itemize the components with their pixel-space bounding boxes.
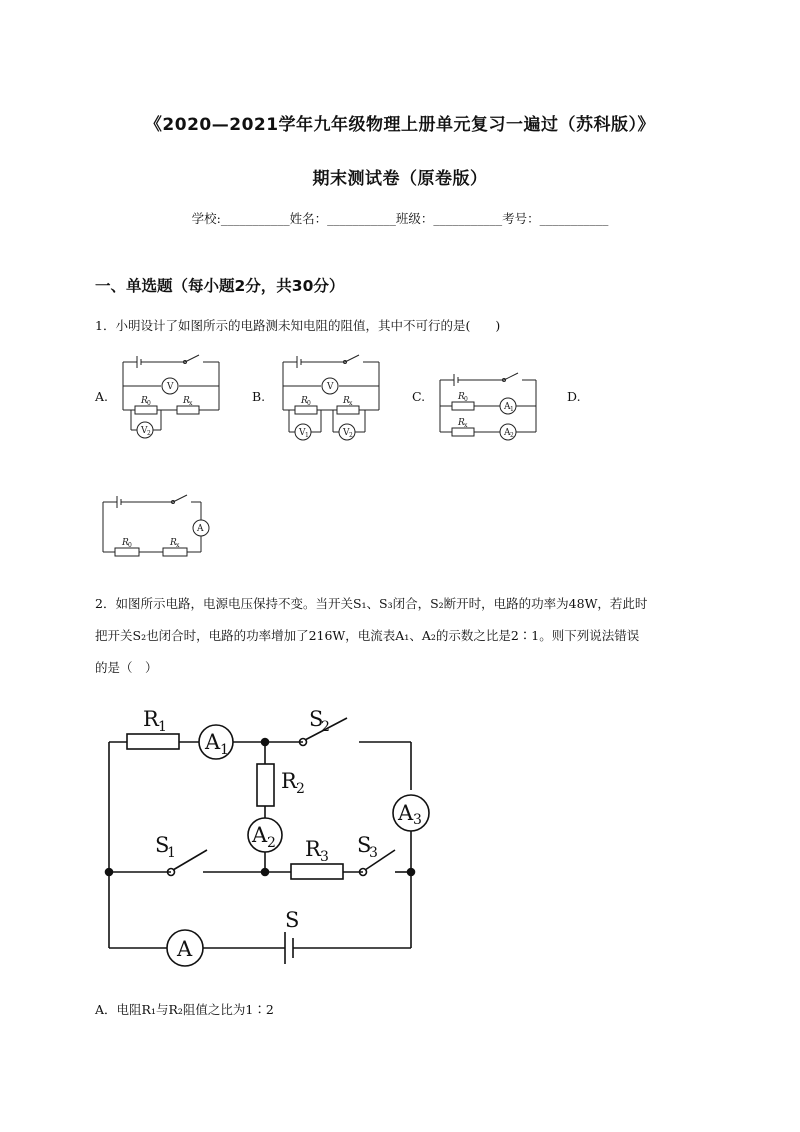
label-v: V (327, 382, 334, 392)
label-a1: A (504, 402, 511, 412)
label-rx-sub: x (349, 400, 353, 407)
label-r0: R (141, 396, 148, 406)
label-s2: S (309, 707, 324, 731)
circuit-option-c (432, 368, 547, 448)
label-v2-sub: 2 (349, 432, 353, 439)
circuit-option-d (95, 490, 220, 562)
label-a: A (177, 937, 193, 961)
label-a1: A (205, 730, 221, 754)
label-a: A (197, 524, 204, 534)
label-a1-sub: 1 (220, 742, 229, 758)
label-a2-sub: 2 (510, 432, 514, 439)
question-2-line3: 的是（ ） (95, 660, 158, 675)
label-s: S (285, 908, 300, 932)
label-r3-sub: 3 (320, 849, 329, 865)
label-r0-sub: 0 (128, 542, 132, 549)
label-r2-sub: 2 (296, 781, 305, 797)
label-rx-sub: x (176, 542, 180, 549)
circuit-option-a (115, 350, 230, 445)
label-a2-sub: 2 (267, 835, 276, 851)
label-rx: R (183, 396, 190, 406)
student-info-line: 学校:___________姓名：___________班级：___________考号：___________ (191, 211, 609, 226)
label-v1: V (299, 428, 306, 438)
label-v2: V (141, 426, 148, 436)
circuit-question-2 (95, 700, 435, 980)
label-s1: S (155, 833, 170, 857)
question-2-line1: 2．如图所示电路，电源电压保持不变。当开关S₁、S₃闭合，S₂断开时，电路的功率为48W，若此时 (95, 596, 648, 611)
label-v1-sub: 1 (305, 432, 309, 439)
label-r3: R (305, 837, 321, 861)
label-s1-sub: 1 (167, 845, 176, 861)
label-r0-sub: 0 (147, 400, 151, 407)
question-2-option-a: A．电阻R₁与R₂阻值之比为1∶2 (95, 1002, 274, 1017)
label-r0-sub: 0 (464, 396, 468, 403)
label-a2: A (504, 428, 511, 438)
label-r0: R (301, 396, 308, 406)
question-2-line2: 把开关S₂也闭合时，电路的功率增加了216W，电流表A₁、A₂的示数之比是2∶1。则下列说法错误 (95, 628, 640, 643)
label-v2: V (343, 428, 350, 438)
label-s3-sub: 3 (369, 845, 378, 861)
label-r1-sub: 1 (158, 719, 167, 735)
label-r1: R (143, 707, 159, 731)
document-title-line2: 期末测试卷（原卷版） (312, 169, 488, 189)
label-rx: R (343, 396, 350, 406)
label-r0-sub: 0 (307, 400, 311, 407)
label-s2-sub: 2 (321, 719, 330, 735)
document-title-line1: 《2020—2021学年九年级物理上册单元复习一遍过（苏科版）》 (144, 115, 656, 135)
label-s3: S (357, 833, 372, 857)
option-d-label: D. (567, 389, 581, 404)
label-r2: R (281, 769, 297, 793)
option-a-label: A. (95, 389, 109, 404)
label-r0: R (458, 392, 465, 402)
section-title: 一、单选题（每小题2分，共30分） (95, 277, 345, 295)
label-r0: R (122, 538, 129, 548)
label-rx: R (170, 538, 177, 548)
option-c-label: C. (412, 389, 426, 404)
option-b-label: B. (252, 389, 266, 404)
label-v2-sub: 2 (147, 430, 151, 437)
label-rx-sub: x (189, 400, 193, 407)
label-a2: A (252, 823, 268, 847)
label-a1-sub: 1 (510, 406, 514, 413)
label-a3-sub: 3 (413, 812, 422, 828)
label-rx: R (458, 418, 465, 428)
question-2-text (95, 591, 707, 680)
label-v: V (167, 382, 174, 392)
question-1-text: 1．小明设计了如图所示的电路测未知电阻的阻值，其中不可行的是( ) (95, 318, 501, 333)
circuit-option-b (275, 350, 390, 445)
label-a3: A (398, 801, 414, 825)
label-rx-sub: x (464, 422, 468, 429)
